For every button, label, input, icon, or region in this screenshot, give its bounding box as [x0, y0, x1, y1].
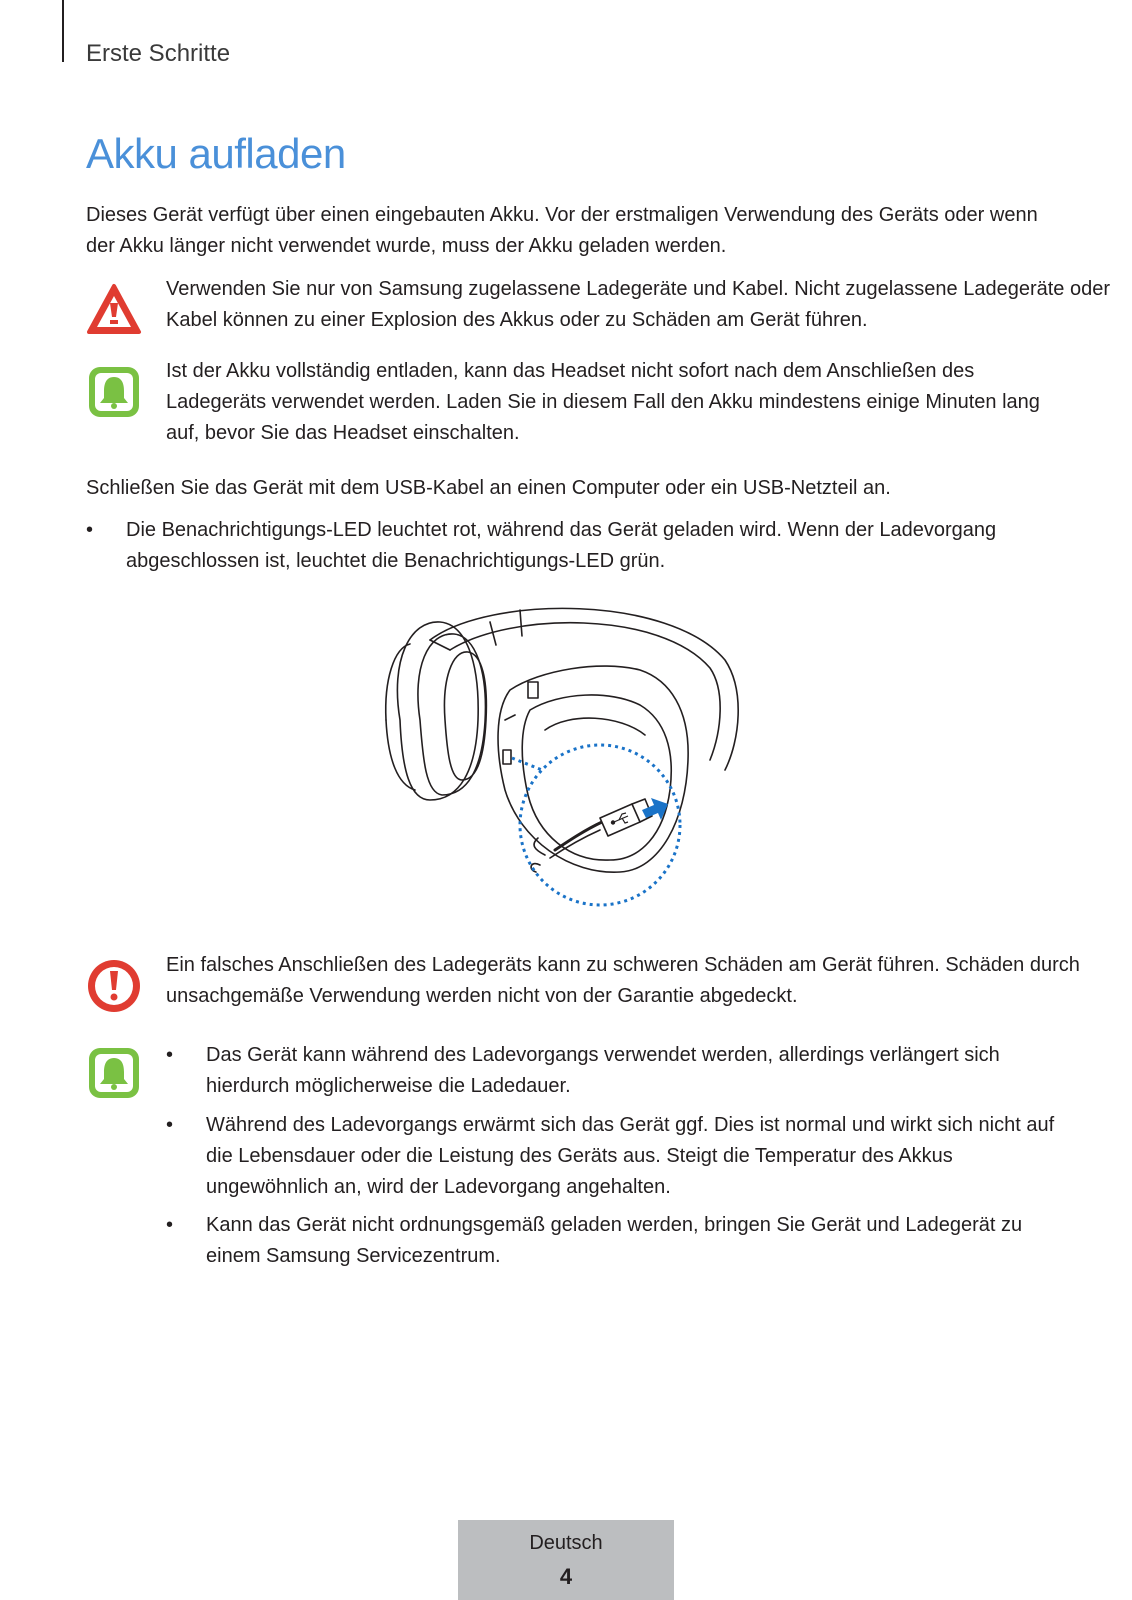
bell-icon [86, 364, 142, 420]
tip-text: Kann das Gerät nicht ordnungsgemäß geladen werden, bringen Sie Gerät und Ladegerät zu einem Samsung Servicezentrum. [206, 1214, 1023, 1267]
tip-text: Das Gerät kann während des Ladevorgangs verwendet werden, allerdings verlängert sich hierdurch möglicherweise die Ladedauer. [206, 1044, 1000, 1097]
tip-text: Während des Ladevorgangs erwärmt sich das Gerät ggf. Dies ist normal und wirkt sich nicht auf die Lebensdauer oder die Leistung des Geräts aus. Steigt die Temperatur des Akkus ungewöhnlich an, wird der Ladevorgang angehalten. [206, 1114, 1055, 1198]
bullet-dot: • [86, 519, 94, 541]
headset-charging-illustration [370, 600, 760, 930]
warning-text: Verwenden Sie nur von Samsung zugelassene Ladegeräte und Kabel. Nicht zugelassene Ladegeräte oder Kabel können zu einer Explosion des Akkus oder zu Schäden am Gerät führen. [166, 278, 1110, 331]
header-rule [62, 0, 64, 62]
bullet-dot: • [166, 1044, 174, 1066]
section-title: Erste Schritte [86, 40, 231, 67]
page-title: Akku aufladen [86, 130, 346, 177]
info-text: Ist der Akku vollständig entladen, kann das Headset nicht sofort nach dem Anschließen des Ladegeräts verwendet werden. Laden Sie in diesem Fall den Akku mindestens einige Minuten lang auf, bevor Sie das Headset einschalten. [166, 360, 1040, 444]
intro-paragraph: Dieses Gerät verfügt über einen eingebauten Akku. Vor der erstmaligen Verwendung des Geräts oder wenn der Akku länger nicht verwendet wurde, muss der Akku geladen werden. [86, 204, 1038, 257]
caution-text: Ein falsches Anschließen des Ladegeräts kann zu schweren Schäden am Gerät führen. Schäden durch unsachgemäße Verwendung werden nicht von der Garantie abgedeckt. [166, 954, 1080, 1007]
exclamation-circle-icon [86, 958, 142, 1014]
footer-language: Deutsch [529, 1532, 603, 1554]
led-bullet-text: Die Benachrichtigungs-LED leuchtet rot, während das Gerät geladen wird. Wenn der Ladevorgang abgeschlossen ist, leuchtet die Benachrichtigungs-LED grün. [126, 519, 997, 572]
page-footer [458, 1520, 674, 1600]
connect-paragraph: Schließen Sie das Gerät mit dem USB-Kabel an einen Computer oder ein USB-Netzteil an. [86, 477, 891, 499]
bell-icon [86, 1045, 142, 1101]
page-number: 4 [559, 1564, 573, 1589]
bullet-dot: • [166, 1114, 174, 1136]
bullet-dot: • [166, 1214, 174, 1236]
warning-triangle-icon [86, 282, 142, 338]
